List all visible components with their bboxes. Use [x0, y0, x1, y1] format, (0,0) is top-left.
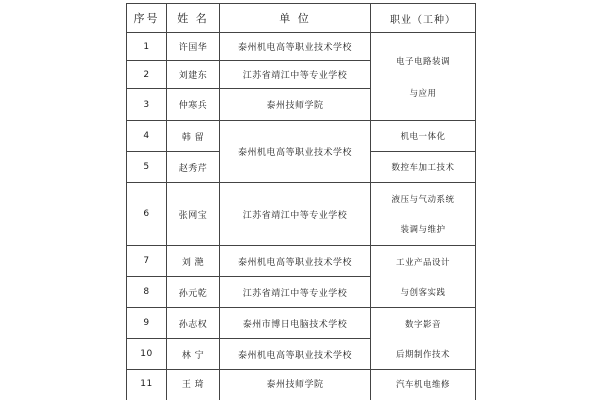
row-index: 11 [140, 378, 153, 389]
job-cell: 机电一体化 [400, 132, 446, 142]
job-cell [371, 183, 475, 245]
row-index: 2 [143, 69, 150, 80]
row-unit: 泰州机电高等职业技术学校 [237, 257, 352, 268]
job-line: 工业产品设计 [395, 257, 450, 268]
row-name: 赵秀芹 [178, 163, 208, 174]
row-unit: 泰州技师学院 [266, 101, 324, 111]
job-cell [371, 308, 475, 369]
row-index: 7 [143, 256, 150, 266]
row-unit-merged: 泰州机电高等职业技术学校 [237, 148, 352, 158]
job-line: 与应用 [409, 88, 437, 99]
job-line: 数字影音 [404, 319, 441, 330]
job-cell: 汽车机电维修 [395, 379, 450, 390]
row-name: 林 宁 [181, 350, 205, 361]
header-name: 姓 名 [177, 12, 209, 25]
row-name: 仲寒兵 [178, 101, 208, 111]
row-unit: 泰州机电高等职业技术学校 [237, 350, 352, 361]
header-index: 序号 [133, 12, 160, 25]
header-unit: 单 位 [279, 12, 311, 25]
row-unit: 江苏省靖江中等专业学校 [242, 71, 348, 81]
row-name: 张网宝 [178, 210, 208, 221]
job-cell: 数控车加工技术 [391, 163, 455, 173]
job-line: 后期制作技术 [395, 349, 450, 360]
row-index: 4 [143, 131, 150, 141]
row-name: 许国华 [178, 43, 208, 53]
row-index: 1 [143, 41, 150, 52]
job-line: 装调与维护 [400, 225, 446, 235]
row-index: 8 [143, 287, 150, 297]
row-index: 6 [143, 209, 150, 219]
row-name: 刘 滟 [181, 257, 205, 268]
table-border-right [475, 3, 476, 400]
row-name: 刘建东 [178, 71, 208, 81]
row-unit: 泰州技师学院 [266, 380, 324, 390]
row-name: 王 琦 [181, 380, 205, 390]
row-index: 10 [140, 349, 153, 359]
row-unit: 泰州机电高等职业技术学校 [237, 43, 352, 53]
header-job: 职业（工种） [390, 14, 456, 26]
row-index: 5 [143, 162, 150, 172]
row-index: 3 [143, 99, 150, 110]
job-line: 液压与气动系统 [391, 195, 455, 205]
job-cell [371, 33, 475, 120]
row-name: 孙元乾 [178, 288, 208, 299]
row-name: 韩 留 [181, 132, 205, 143]
row-name: 孙志权 [178, 319, 208, 330]
job-cell [371, 246, 475, 307]
row-unit: 江苏省靖江中等专业学校 [242, 210, 348, 221]
row-unit: 泰州市博日电脑技术学校 [242, 319, 348, 330]
job-line: 电子电路装调 [395, 56, 450, 67]
row-unit: 江苏省靖江中等专业学校 [242, 288, 348, 299]
row-index: 9 [143, 318, 150, 328]
job-line: 与创客实践 [400, 287, 446, 298]
